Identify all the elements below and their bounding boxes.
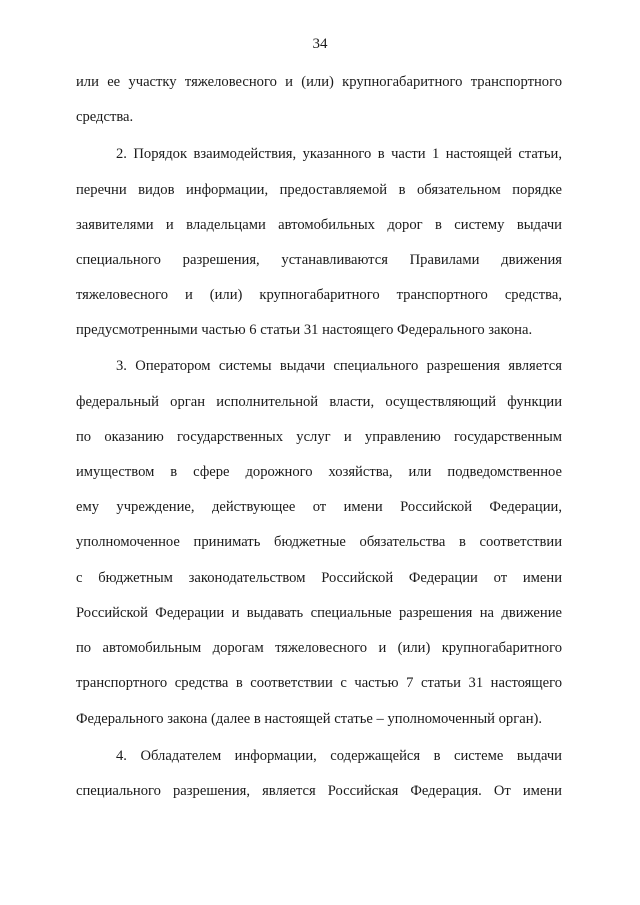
text-line: уполномоченное принимать бюджетные обязательства в соответствии bbox=[76, 534, 562, 550]
text-line: 2. Порядок взаимодействия, указанного в части 1 настоящей статьи, bbox=[116, 146, 562, 162]
text-line: транспортного средства в соответствии с частью 7 статьи 31 настоящего bbox=[76, 675, 562, 691]
text-line: ему учреждение, действующее от имени Российской Федерации, bbox=[76, 499, 562, 515]
text-line: имуществом в сфере дорожного хозяйства, или подведомственное bbox=[76, 464, 562, 480]
text-line: средства. bbox=[76, 109, 134, 125]
text-line: тяжеловесного и (или) крупногабаритного транспортного средства, bbox=[76, 287, 562, 303]
text-line: специального разрешения, является Российская Федерация. От имени bbox=[76, 783, 562, 799]
text-line: федеральный орган исполнительной власти, осуществляющий функции bbox=[76, 394, 562, 410]
text-line: 3. Оператором системы выдачи специального разрешения является bbox=[116, 358, 562, 374]
text-line: специального разрешения, устанавливаются Правилами движения bbox=[76, 252, 562, 268]
text-line: заявителями и владельцами автомобильных дорог в систему выдачи bbox=[76, 217, 562, 233]
page-number: 34 bbox=[312, 36, 328, 52]
text-line: по автомобильным дорогам тяжеловесного и (или) крупногабаритного bbox=[76, 640, 562, 656]
text-line: 4. Обладателем информации, содержащейся в системе выдачи bbox=[116, 748, 562, 764]
text-line: перечни видов информации, предоставляемой в обязательном порядке bbox=[76, 182, 562, 198]
text-line: Федерального закона (далее в настоящей статье – уполномоченный орган). bbox=[76, 711, 543, 727]
text-line: предусмотренными частью 6 статьи 31 настоящего Федерального закона. bbox=[76, 322, 533, 338]
text-line: по оказанию государственных услуг и управлению государственным bbox=[76, 429, 562, 445]
text-line: Российской Федерации и выдавать специальные разрешения на движение bbox=[76, 605, 562, 621]
text-line: с бюджетным законодательством Российской Федерации от имени bbox=[76, 570, 562, 586]
text-line: или ее участку тяжеловесного и (или) крупногабаритного транспортного bbox=[76, 74, 562, 90]
